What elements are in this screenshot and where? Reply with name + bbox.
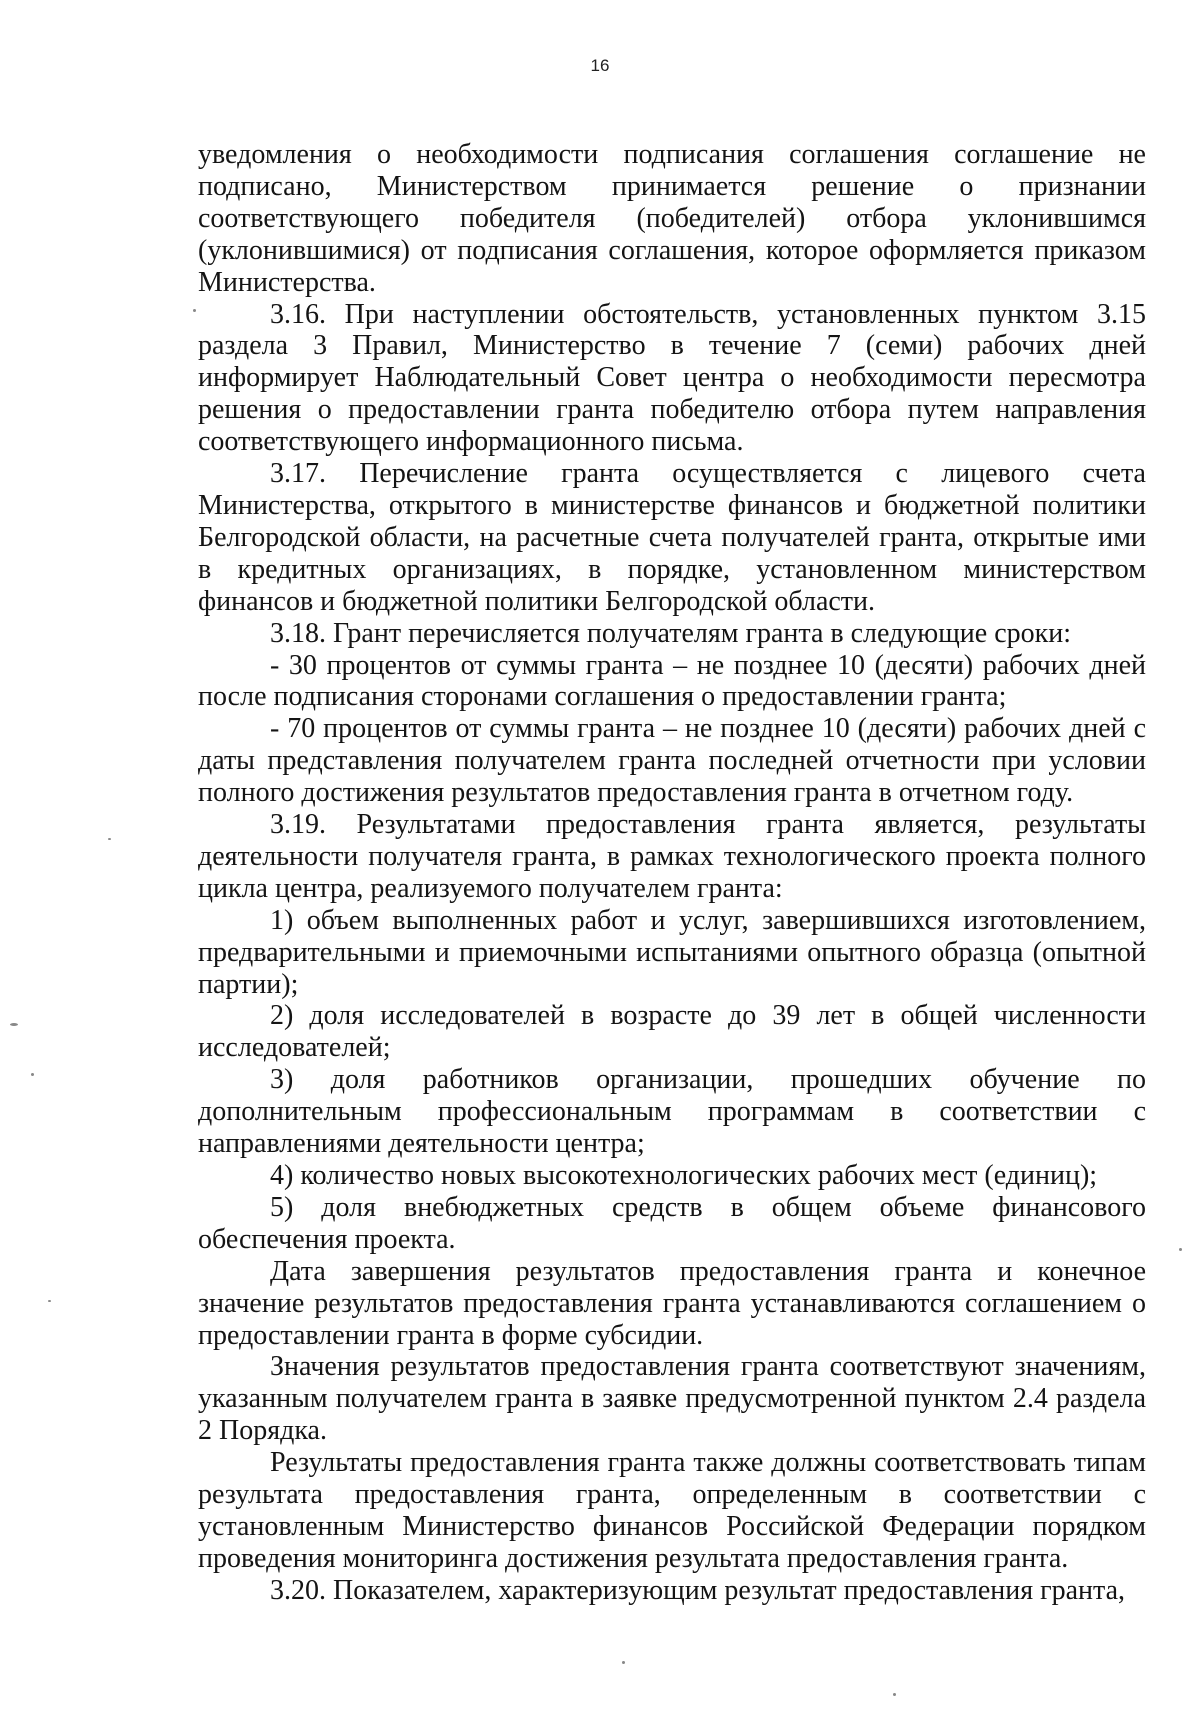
scan-speck [48, 1300, 51, 1302]
scan-speck [193, 309, 196, 312]
document-body [198, 139, 1146, 1607]
paragraph-continuation: уведомления о необходимости подписания соглашения соглашение не подписано, Министерством принимается решение о признании соответствующего победителя (победителей) отбора уклонившимся (уклонившимися) от подписания соглашения, которое оформляется приказом Министерства. [198, 139, 1146, 298]
paragraph-result-values: Значения результатов предоставления гранта соответствуют значениям, указанным получателем гранта в заявке предусмотренной пунктом 2.4 раздела 2 Порядка. [198, 1351, 1146, 1447]
list-item-30-percent: - 30 процентов от суммы гранта – не позднее 10 (десяти) рабочих дней после подписания сторонами соглашения о предоставлении гранта; [198, 649, 1146, 713]
list-item-1: 1) объем выполненных работ и услуг, завершившихся изготовлением, предварительными и приемочными испытаниями опытного образца (опытной партии); [198, 904, 1146, 1000]
scan-speck [31, 1073, 34, 1076]
scan-speck [622, 1661, 625, 1664]
paragraph-3-20: 3.20. Показателем, характеризующим результат предоставления гранта, [270, 1574, 1126, 1606]
paragraph-3-19: 3.19. Результатами предоставления гранта является, результаты деятельности получателя гранта, в рамках технологического проекта полного цикла центра, реализуемого получателем гранта: [198, 809, 1146, 904]
scan-speck [108, 838, 111, 840]
scan-speck [893, 1693, 896, 1696]
paragraph-3-16: 3.16. При наступлении обстоятельств, установленных пунктом 3.15 раздела 3 Правил, Министерство в течение 7 (семи) рабочих дней информирует Наблюдательный Совет центра о необходимости пересмотра решения о предоставлении гранта победителю отбора путем направления соответствующего информационного письма. [198, 298, 1146, 458]
scan-speck [10, 1023, 18, 1026]
list-item-5: 5) доля внебюджетных средств в общем объеме финансового обеспечения проекта. [198, 1191, 1146, 1255]
scan-speck [1179, 1248, 1182, 1251]
paragraph-3-17: 3.17. Перечисление гранта осуществляется с лицевого счета Министерства, открытого в министерстве финансов и бюджетной политики Белгородской области, на расчетные счета получателей гранта, открытые ими в кредитных организациях, в порядке, установленном министерством финансов и бюджетной политики Белгородской области. [198, 458, 1146, 617]
list-item-70-percent: - 70 процентов от суммы гранта – не позднее 10 (десяти) рабочих дней с даты представления получателем гранта последней отчетности при условии полного достижения результатов предоставления гранта в отчетном году. [198, 713, 1146, 809]
paragraph-result-types: Результаты предоставления гранта также должны соответствовать типам результата предоставления гранта, определенным в соответствии с установленным Министерство финансов Российской Федерации порядком проведения мониторинга достижения результата предоставления гранта. [198, 1447, 1146, 1574]
list-item-4: 4) количество новых высокотехнологических рабочих мест (единиц); [270, 1160, 1098, 1191]
list-item-2: 2) доля исследователей в возрасте до 39 лет в общей численности исследователей; [198, 1000, 1146, 1064]
paragraph-completion-date: Дата завершения результатов предоставления гранта и конечное значение результатов предоставления гранта устанавливаются соглашением о предоставлении гранта в форме субсидии. [198, 1255, 1146, 1351]
paragraph-3-18: 3.18. Грант перечисляется получателям гранта в следующие сроки: [270, 617, 1071, 649]
list-item-3: 3) доля работников организации, прошедших обучение по дополнительным профессиональным программам в соответствии с направлениями деятельности центра; [198, 1064, 1146, 1160]
page-number: 16 [590, 56, 610, 75]
